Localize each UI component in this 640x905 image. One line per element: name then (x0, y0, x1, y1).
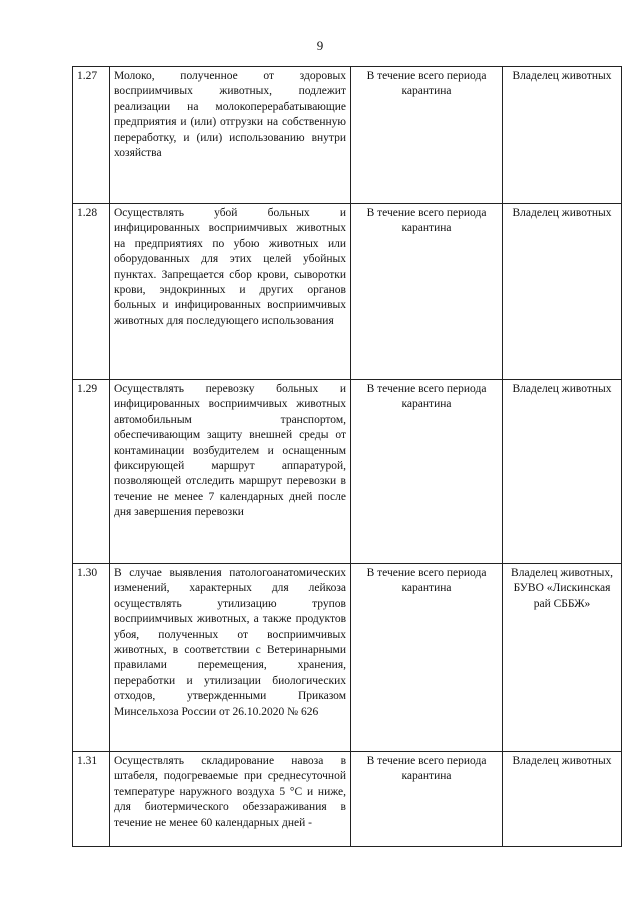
term-text: В течение всего периода карантина (351, 380, 503, 564)
measure-text: Осуществлять убой больных и инфицированных восприимчивых животных на предприятиях по убою животных или оборудованных для этих целей убойных пунктах. Запрещается сбор крови, сыворотки крови, эндокринных и других органов больных и инфицированных восприимчивых животных для последующего использования (110, 204, 351, 380)
measure-text: Молоко, полученное от здоровых восприимчивых животных, подлежит реализации на молокоперерабатывающие предприятия и (или) отгрузки на собственную переработку, и (или) использованию внутри хозяйства (110, 67, 351, 204)
term-text: В течение всего периода карантина (351, 564, 503, 752)
responsible-text: Владелец животных (503, 380, 622, 564)
table-row (73, 380, 622, 564)
responsible-text: Владелец животных (503, 67, 622, 204)
term-text: В течение всего периода карантина (351, 204, 503, 380)
term-text: В течение всего периода карантина (351, 67, 503, 204)
table-row (73, 752, 622, 847)
item-number: 1.30 (73, 564, 110, 752)
item-number: 1.31 (73, 752, 110, 847)
table-row (73, 564, 622, 752)
page-number: 9 (316, 38, 324, 53)
responsible-text: Владелец животных (503, 204, 622, 380)
responsible-text: Владелец животных, БУВО «Лискинская рай СББЖ» (503, 564, 622, 752)
table-row (73, 204, 622, 380)
measure-text: Осуществлять перевозку больных и инфицированных восприимчивых животных автомобильным транспортом, обеспечивающим защиту внешней среды от контаминации возбудителем и оснащенным фиксирующей маршрут аппаратурой, позволяющей отследить маршрут перевозки в течение не менее 7 календарных дней после дня завершения перевозки (110, 380, 351, 564)
measure-text: В случае выявления патологоанатомических изменений, характерных для лейкоза осуществлять утилизацию трупов восприимчивых животных, а также продуктов убоя, полученных от восприимчивых животных, в соответствии с Ветеринарными правилами перемещения, хранения, переработки и утилизации биологических отходов, утвержденными Приказом Минсельхоза России от 26.10.2020 № 626 (110, 564, 351, 752)
item-number: 1.29 (73, 380, 110, 564)
measures-table (72, 66, 622, 847)
table-row (73, 67, 622, 204)
item-number: 1.28 (73, 204, 110, 380)
measure-text: Осуществлять складирование навоза в штабеля, подогреваемые при среднесуточной температуре наружного воздуха 5 °С и ниже, для биотермического обеззараживания в течение не менее 60 календарных дней - (110, 752, 351, 847)
responsible-text: Владелец животных (503, 752, 622, 847)
term-text: В течение всего периода карантина (351, 752, 503, 847)
item-number: 1.27 (73, 67, 110, 204)
